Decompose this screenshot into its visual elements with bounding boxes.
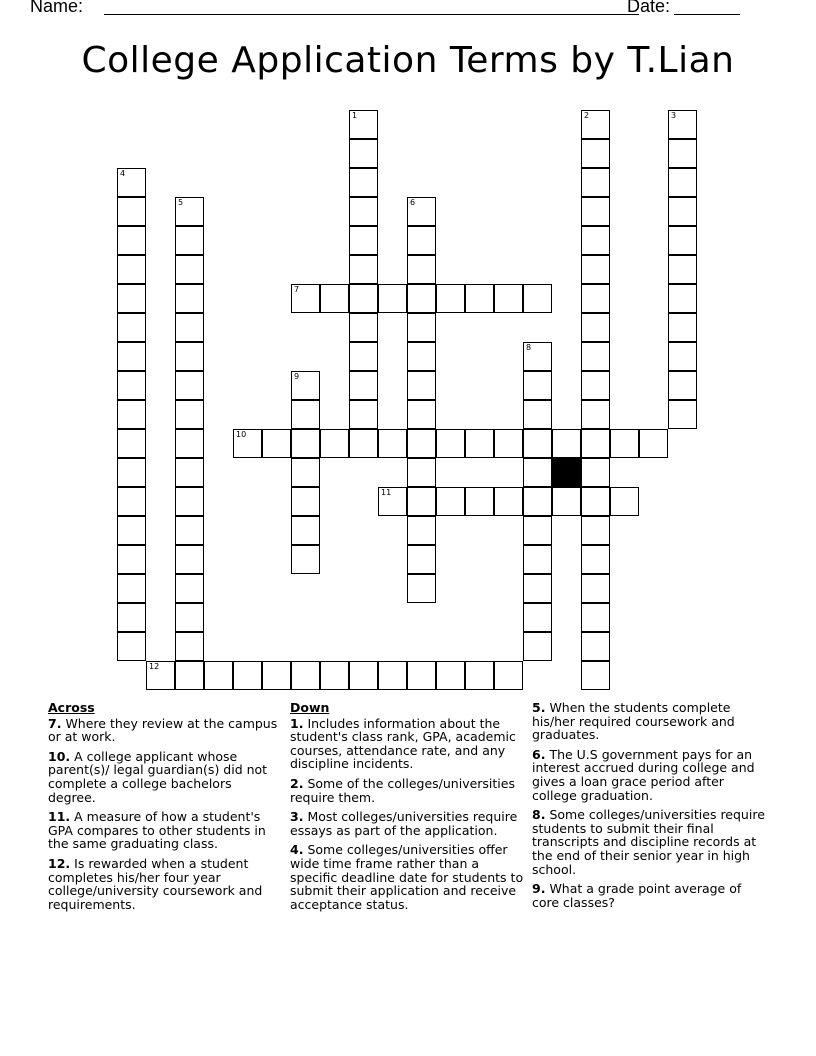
date-field[interactable]: [674, 0, 740, 15]
across-clues: [48, 701, 280, 917]
grid-cell[interactable]: [291, 661, 320, 690]
grid-cell[interactable]: [494, 487, 523, 516]
grid-cell[interactable]: [378, 487, 407, 516]
clue-across-11: 11. A measure of how a student's GPA compares to other students in the same graduating class.: [48, 809, 266, 852]
grid-cell[interactable]: [668, 342, 697, 371]
grid-cell[interactable]: [407, 342, 436, 371]
grid-cell[interactable]: [436, 429, 465, 458]
clue-number: 9: [294, 372, 300, 381]
grid-cell[interactable]: [349, 255, 378, 284]
grid-cell[interactable]: [291, 458, 320, 487]
grid-cell[interactable]: [349, 429, 378, 458]
grid-cell[interactable]: [581, 487, 610, 516]
black-square: [552, 458, 581, 487]
grid-cell[interactable]: [552, 429, 581, 458]
across-heading: Across: [48, 700, 95, 715]
grid-cell[interactable]: [523, 429, 552, 458]
grid-cell[interactable]: [291, 371, 320, 400]
grid-cell[interactable]: [291, 400, 320, 429]
clue-across-10: 10. A college applicant whose parent(s)/ legal guardian(s) did not complete a college bachelors degree.: [48, 748, 268, 805]
clue-number: 7: [294, 285, 300, 294]
grid-cell[interactable]: [349, 400, 378, 429]
page-title: College Application Terms by T.Lian: [81, 40, 735, 81]
grid-cell[interactable]: [291, 284, 320, 313]
grid-cell[interactable]: [581, 168, 610, 197]
grid-cell[interactable]: [117, 400, 146, 429]
grid-cell[interactable]: [262, 429, 291, 458]
clue-number: 3: [671, 111, 677, 120]
grid-cell[interactable]: [407, 226, 436, 255]
grid-cell[interactable]: [175, 197, 204, 226]
grid-cell[interactable]: [349, 139, 378, 168]
clue-down-9: 9. What a grade point average of core classes?: [532, 881, 742, 910]
grid-cell[interactable]: [610, 487, 639, 516]
grid-cell[interactable]: [291, 487, 320, 516]
grid-cell[interactable]: [175, 487, 204, 516]
clue-down-5: 5. When the students complete his/her required coursework and graduates.: [532, 700, 735, 743]
grid-cell[interactable]: [465, 661, 494, 690]
grid-cell[interactable]: [407, 429, 436, 458]
grid-cell[interactable]: [349, 284, 378, 313]
grid-cell[interactable]: [668, 371, 697, 400]
grid-cell[interactable]: [117, 545, 146, 574]
grid-cell[interactable]: [349, 197, 378, 226]
grid-cell[interactable]: [378, 661, 407, 690]
grid-cell[interactable]: [581, 284, 610, 313]
grid-cell[interactable]: [494, 284, 523, 313]
header: [30, 0, 790, 20]
grid-cell[interactable]: [523, 545, 552, 574]
grid-cell[interactable]: [523, 371, 552, 400]
grid-cell[interactable]: [668, 110, 697, 139]
grid-cell[interactable]: [117, 632, 146, 661]
grid-cell[interactable]: [465, 429, 494, 458]
name-label: Name:: [30, 0, 84, 16]
grid-cell[interactable]: [117, 603, 146, 632]
clue-down-2: 2. Some of the colleges/universities require them.: [290, 775, 515, 805]
grid-cell[interactable]: [320, 661, 349, 690]
grid-cell[interactable]: [175, 371, 204, 400]
grid-cell[interactable]: [407, 371, 436, 400]
grid-cell[interactable]: [378, 284, 407, 313]
grid-cell[interactable]: [175, 545, 204, 574]
grid-cell[interactable]: [175, 661, 204, 690]
grid-cell[interactable]: [349, 371, 378, 400]
grid-cell[interactable]: [581, 110, 610, 139]
grid-cell[interactable]: [407, 284, 436, 313]
grid-cell[interactable]: [117, 371, 146, 400]
grid-cell[interactable]: [668, 255, 697, 284]
grid-cell[interactable]: [117, 429, 146, 458]
grid-cell[interactable]: [175, 255, 204, 284]
date-label: Date:: [627, 0, 671, 16]
grid-cell[interactable]: [436, 487, 465, 516]
grid-cell[interactable]: [175, 574, 204, 603]
grid-cell[interactable]: [175, 603, 204, 632]
clue-down-6: 6. The U.S government pays for an interest accrued during college and gives a loan grace period after college graduation.: [532, 746, 755, 803]
grid-cell[interactable]: [349, 342, 378, 371]
grid-cell[interactable]: [407, 545, 436, 574]
down-clues-continued: [532, 701, 772, 915]
grid-cell[interactable]: [146, 661, 175, 690]
grid-cell[interactable]: [175, 516, 204, 545]
grid-cell[interactable]: [581, 371, 610, 400]
grid-cell[interactable]: [465, 487, 494, 516]
clue-across-7: 7. Where they review at the campus or at work.: [48, 715, 278, 745]
grid-cell[interactable]: [523, 342, 552, 371]
grid-cell[interactable]: [407, 574, 436, 603]
clue-number: 10: [236, 430, 247, 439]
grid-cell[interactable]: [175, 632, 204, 661]
clue-number: 2: [584, 111, 590, 120]
grid-cell[interactable]: [581, 139, 610, 168]
grid-cell[interactable]: [581, 255, 610, 284]
grid-cell[interactable]: [523, 458, 552, 487]
grid-cell[interactable]: [436, 284, 465, 313]
clue-number: 4: [120, 169, 126, 178]
grid-cell[interactable]: [407, 661, 436, 690]
grid-cell[interactable]: [175, 342, 204, 371]
grid-cell[interactable]: [668, 284, 697, 313]
grid-cell[interactable]: [175, 429, 204, 458]
grid-cell[interactable]: [349, 313, 378, 342]
clue-across-12: 12. Is rewarded when a student completes his/her four year college/university coursework and requirements.: [48, 855, 263, 912]
grid-cell[interactable]: [436, 661, 465, 690]
grid-cell[interactable]: [349, 168, 378, 197]
grid-cell[interactable]: [523, 516, 552, 545]
grid-cell[interactable]: [407, 516, 436, 545]
grid-cell[interactable]: [581, 226, 610, 255]
grid-cell[interactable]: [291, 545, 320, 574]
grid-cell[interactable]: [320, 429, 349, 458]
grid-cell[interactable]: [668, 400, 697, 429]
down-heading: Down: [290, 700, 330, 715]
grid-cell[interactable]: [523, 400, 552, 429]
grid-cell[interactable]: [175, 313, 204, 342]
grid-cell[interactable]: [407, 487, 436, 516]
grid-cell[interactable]: [407, 458, 436, 487]
grid-cell[interactable]: [581, 342, 610, 371]
clue-number: 1: [352, 111, 358, 120]
clue-down-1: 1. Includes information about the student's class rank, GPA, academic courses, attendance rate, and any discipline incidents.: [290, 715, 516, 772]
grid-cell[interactable]: [523, 603, 552, 632]
grid-cell[interactable]: [204, 661, 233, 690]
grid-cell[interactable]: [175, 226, 204, 255]
grid-cell[interactable]: [175, 458, 204, 487]
clue-down-4: 4. Some colleges/universities offer wide time frame rather than a specific deadline date for students to submit their application and receive acceptance status.: [290, 842, 524, 912]
grid-cell[interactable]: [494, 661, 523, 690]
grid-cell[interactable]: [117, 574, 146, 603]
grid-cell[interactable]: [407, 400, 436, 429]
grid-cell[interactable]: [581, 632, 610, 661]
grid-cell[interactable]: [523, 632, 552, 661]
grid-cell[interactable]: [523, 487, 552, 516]
grid-cell[interactable]: [552, 487, 581, 516]
grid-cell[interactable]: [581, 661, 610, 690]
clue-number: 11: [381, 488, 392, 497]
grid-cell[interactable]: [262, 661, 291, 690]
grid-cell[interactable]: [581, 429, 610, 458]
grid-cell[interactable]: [117, 342, 146, 371]
grid-cell[interactable]: [117, 255, 146, 284]
grid-cell[interactable]: [668, 168, 697, 197]
grid-cell[interactable]: [233, 429, 262, 458]
grid-cell[interactable]: [117, 487, 146, 516]
grid-cell[interactable]: [175, 284, 204, 313]
clue-down-3: 3. Most colleges/universities require essays as part of the application.: [290, 809, 518, 838]
name-field[interactable]: [104, 0, 639, 15]
clue-number: 8: [526, 343, 532, 352]
grid-cell[interactable]: [117, 284, 146, 313]
grid-cell[interactable]: [668, 139, 697, 168]
clue-number: 12: [149, 662, 160, 671]
grid-cell[interactable]: [610, 429, 639, 458]
grid-cell[interactable]: [668, 226, 697, 255]
grid-cell[interactable]: [175, 400, 204, 429]
grid-cell[interactable]: [407, 255, 436, 284]
clue-down-8: 8. Some colleges/universities require students to submit their final transcripts and discipline records at the end of their senior year in high school.: [532, 807, 765, 877]
grid-cell[interactable]: [639, 429, 668, 458]
grid-cell[interactable]: [523, 574, 552, 603]
grid-cell[interactable]: [581, 516, 610, 545]
grid-cell[interactable]: [581, 313, 610, 342]
grid-cell[interactable]: [117, 168, 146, 197]
down-clues: [290, 701, 526, 917]
grid-cell[interactable]: [117, 197, 146, 226]
grid-cell[interactable]: [349, 661, 378, 690]
clue-number: 6: [410, 198, 416, 207]
grid-cell[interactable]: [291, 516, 320, 545]
grid-cell[interactable]: [581, 197, 610, 226]
grid-cell[interactable]: [407, 313, 436, 342]
grid-cell[interactable]: [581, 458, 610, 487]
grid-cell[interactable]: [668, 197, 697, 226]
grid-cell[interactable]: [117, 516, 146, 545]
grid-cell[interactable]: [581, 574, 610, 603]
grid-cell[interactable]: [349, 226, 378, 255]
grid-cell[interactable]: [117, 458, 146, 487]
grid-cell[interactable]: [117, 226, 146, 255]
grid-cell[interactable]: [494, 429, 523, 458]
grid-cell[interactable]: [581, 603, 610, 632]
clue-number: 5: [178, 198, 184, 207]
grid-cell[interactable]: [291, 429, 320, 458]
grid-cell[interactable]: [117, 313, 146, 342]
grid-cell[interactable]: [349, 110, 378, 139]
grid-cell[interactable]: [523, 284, 552, 313]
grid-cell[interactable]: [581, 545, 610, 574]
grid-cell[interactable]: [668, 313, 697, 342]
grid-cell[interactable]: [233, 661, 262, 690]
grid-cell[interactable]: [465, 284, 494, 313]
grid-cell[interactable]: [407, 197, 436, 226]
grid-cell[interactable]: [581, 400, 610, 429]
grid-cell[interactable]: [378, 429, 407, 458]
grid-cell[interactable]: [320, 284, 349, 313]
